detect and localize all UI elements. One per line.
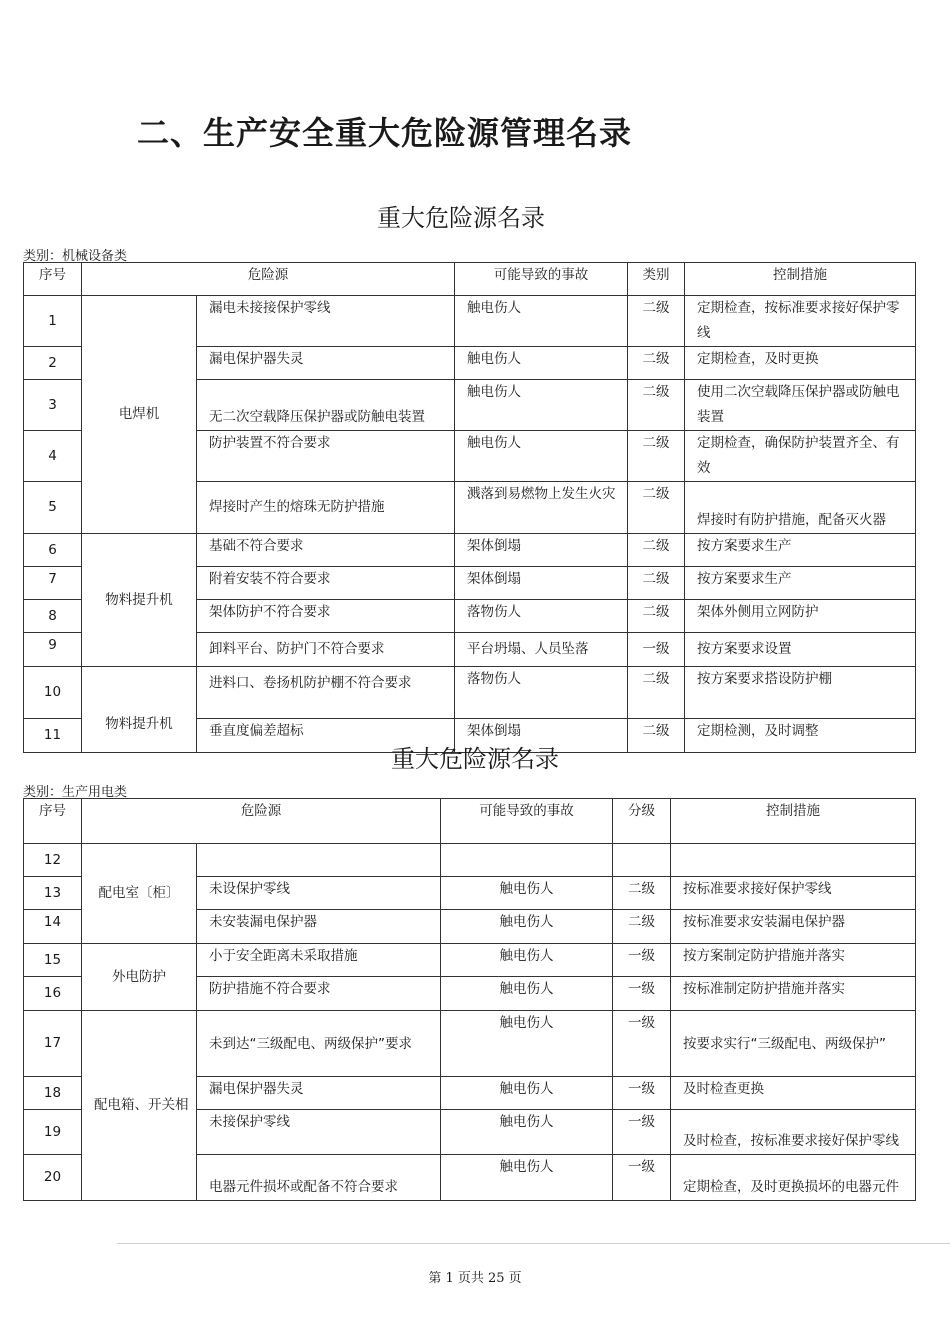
- accident-cell: 触电伤人: [455, 431, 628, 482]
- row-no: 16: [24, 977, 82, 1011]
- level-cell: 二级: [628, 347, 685, 380]
- group-label: 物料提升机: [82, 534, 197, 667]
- header-hazard: 危险源: [82, 263, 455, 296]
- measure-cell: 按方案要求生产: [685, 567, 916, 600]
- section1-title: 重大危险源名录: [377, 204, 545, 232]
- header-measure: 控制措施: [685, 263, 916, 296]
- hazard-cell: 卸料平台、防护门不符合要求: [197, 633, 455, 667]
- group-label: 电焊机: [82, 296, 197, 534]
- header-level: 分级: [613, 799, 671, 844]
- group-label: 配电箱、开关相: [82, 1011, 197, 1201]
- accident-cell: [441, 844, 613, 877]
- row-no: 11: [24, 719, 82, 753]
- hazard-cell: 电器元件损坏或配备不符合要求: [197, 1155, 441, 1201]
- accident-cell: 架体倒塌: [455, 567, 628, 600]
- measure-cell: 使用二次空载降压保护器或防触电装置: [685, 380, 916, 431]
- level-cell: 一级: [613, 977, 671, 1011]
- row-no: 1: [24, 296, 82, 347]
- row-no: 8: [24, 600, 82, 633]
- group-label: 外电防护: [82, 944, 197, 1011]
- measure-cell: 定期检查，确保防护装置齐全、有效: [685, 431, 916, 482]
- page-title: 二、生产安全重大危险源管理名录: [137, 114, 633, 152]
- measure-cell: 及时检查更换: [671, 1077, 916, 1110]
- measure-cell: 定期检查，及时更换损坏的电器元件: [671, 1155, 916, 1201]
- hazard-cell: 未接保护零线: [197, 1110, 441, 1155]
- hazard-cell: 进料口、卷扬机防护棚不符合要求: [197, 667, 455, 719]
- measure-cell: 按标准要求安装漏电保护器: [671, 910, 916, 944]
- table-row: [24, 296, 916, 347]
- hazard-cell: 附着安装不符合要求: [197, 567, 455, 600]
- header-no: 序号: [24, 263, 82, 296]
- row-no: 14: [24, 910, 82, 944]
- accident-cell: 触电伤人: [441, 1155, 613, 1201]
- level-cell: 二级: [628, 296, 685, 347]
- accident-cell: 溅落到易燃物上发生火灾: [455, 482, 628, 534]
- header-level: 类别: [628, 263, 685, 296]
- row-no: 2: [24, 347, 82, 380]
- level-cell: 一级: [628, 633, 685, 667]
- hazard-cell: 小于安全距离未采取措施: [197, 944, 441, 977]
- hazard-cell: 漏电保护器失灵: [197, 347, 455, 380]
- accident-cell: 触电伤人: [441, 1011, 613, 1077]
- level-cell: 二级: [613, 910, 671, 944]
- section2-category: 类别：生产用电类: [23, 785, 128, 800]
- row-no: 5: [24, 482, 82, 534]
- hazard-cell: 无二次空载降压保护器或防触电装置: [197, 380, 455, 431]
- header-no: 序号: [24, 799, 82, 844]
- accident-cell: 架体倒塌: [455, 534, 628, 567]
- level-cell: 二级: [628, 600, 685, 633]
- measure-cell: 按方案要求生产: [685, 534, 916, 567]
- table-row: [24, 944, 916, 977]
- accident-cell: 触电伤人: [441, 877, 613, 910]
- row-no: 12: [24, 844, 82, 877]
- header-accident: 可能导致的事故: [441, 799, 613, 844]
- accident-cell: 平台坍塌、人员坠落: [455, 633, 628, 667]
- measure-cell: 架体外侧用立网防护: [685, 600, 916, 633]
- level-cell: 一级: [613, 1155, 671, 1201]
- hazard-cell: 漏电保护器失灵: [197, 1077, 441, 1110]
- section2-title: 重大危险源名录: [391, 745, 559, 773]
- measure-cell: 按要求实行“三级配电、两级保护”: [671, 1011, 916, 1077]
- row-no: 13: [24, 877, 82, 910]
- hazard-cell: [197, 844, 441, 877]
- level-cell: [613, 844, 671, 877]
- level-cell: 一级: [613, 1011, 671, 1077]
- row-no: 17: [24, 1011, 82, 1077]
- accident-cell: 触电伤人: [441, 977, 613, 1011]
- accident-cell: 触电伤人: [455, 347, 628, 380]
- hazard-cell: 未设保护零线: [197, 877, 441, 910]
- machinery-hazard-table: [23, 262, 916, 753]
- table-row: [24, 667, 916, 719]
- row-no: 6: [24, 534, 82, 567]
- accident-cell: 架体倒塌: [455, 719, 628, 753]
- row-no: 10: [24, 667, 82, 719]
- row-no: 20: [24, 1155, 82, 1201]
- electrical-hazard-table: [23, 798, 916, 1201]
- accident-cell: 触电伤人: [455, 296, 628, 347]
- hazard-cell: 未安装漏电保护器: [197, 910, 441, 944]
- measure-cell: 按标准制定防护措施并落实: [671, 977, 916, 1011]
- hazard-cell: 漏电未接接保护零线: [197, 296, 455, 347]
- header-hazard: 危险源: [82, 799, 441, 844]
- level-cell: 二级: [628, 719, 685, 753]
- row-no: 7: [24, 567, 82, 600]
- measure-cell: 定期检查，及时更换: [685, 347, 916, 380]
- row-no: 19: [24, 1110, 82, 1155]
- measure-cell: 按方案要求设置: [685, 633, 916, 667]
- page-footer: 第 1 页共 25 页: [428, 1271, 522, 1286]
- hazard-cell: 垂直度偏差超标: [197, 719, 455, 753]
- level-cell: 二级: [628, 380, 685, 431]
- accident-cell: 落物伤人: [455, 667, 628, 719]
- row-no: 4: [24, 431, 82, 482]
- measure-cell: 按标准要求接好保护零线: [671, 877, 916, 910]
- hazard-cell: 防护措施不符合要求: [197, 977, 441, 1011]
- header-measure: 控制措施: [671, 799, 916, 844]
- group-label: 物料提升机: [82, 667, 197, 753]
- level-cell: 一级: [613, 1110, 671, 1155]
- measure-cell: [671, 844, 916, 877]
- level-cell: 二级: [628, 534, 685, 567]
- row-no: 3: [24, 380, 82, 431]
- row-no: 15: [24, 944, 82, 977]
- accident-cell: 触电伤人: [441, 944, 613, 977]
- header-accident: 可能导致的事故: [455, 263, 628, 296]
- measure-cell: 按方案制定防护措施并落实: [671, 944, 916, 977]
- level-cell: 二级: [628, 431, 685, 482]
- row-no: 18: [24, 1077, 82, 1110]
- measure-cell: 及时检查，按标准要求接好保护零线: [671, 1110, 916, 1155]
- level-cell: 二级: [628, 667, 685, 719]
- hazard-cell: 基础不符合要求: [197, 534, 455, 567]
- hazard-cell: 防护装置不符合要求: [197, 431, 455, 482]
- level-cell: 二级: [628, 567, 685, 600]
- accident-cell: 触电伤人: [441, 1110, 613, 1155]
- row-no: 9: [24, 633, 82, 667]
- measure-cell: 定期检查，按标准要求接好保护零线: [685, 296, 916, 347]
- level-cell: 二级: [613, 877, 671, 910]
- accident-cell: 触电伤人: [455, 380, 628, 431]
- measure-cell: 按方案要求搭设防护棚: [685, 667, 916, 719]
- table-row: [24, 534, 916, 567]
- level-cell: 一级: [613, 1077, 671, 1110]
- measure-cell: 焊接时有防护措施，配备灭火器: [685, 482, 916, 534]
- level-cell: 二级: [628, 482, 685, 534]
- group-label: 配电室〔柜〕: [82, 844, 197, 944]
- hazard-cell: 架体防护不符合要求: [197, 600, 455, 633]
- measure-cell: 定期检测，及时调整: [685, 719, 916, 753]
- table-row: [24, 1011, 916, 1077]
- accident-cell: 触电伤人: [441, 910, 613, 944]
- accident-cell: 触电伤人: [441, 1077, 613, 1110]
- section1-category: 类别：机械设备类: [23, 249, 128, 264]
- footer-divider: [117, 1243, 950, 1244]
- accident-cell: 落物伤人: [455, 600, 628, 633]
- table-row: [24, 844, 916, 877]
- hazard-cell: 未到达“三级配电、两级保护”要求: [197, 1011, 441, 1077]
- hazard-cell: 焊接时产生的熔珠无防护措施: [197, 482, 455, 534]
- level-cell: 一级: [613, 944, 671, 977]
